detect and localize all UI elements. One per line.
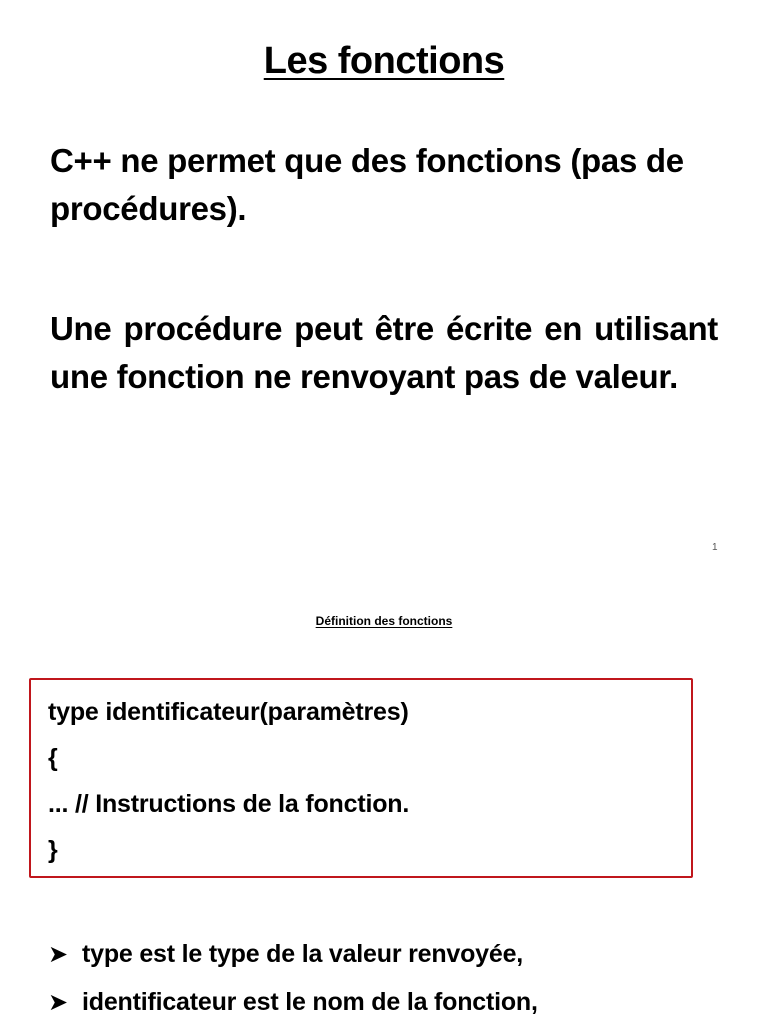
paragraph-functions-only: C++ ne permet que des fonctions (pas de procédures). — [50, 142, 684, 227]
arrow-bullet-icon: ➤ — [48, 988, 68, 1016]
list-item — [48, 978, 748, 1026]
code-syntax-box — [29, 678, 693, 878]
arrow-bullet-icon: ➤ — [48, 940, 68, 968]
slide-2 — [0, 570, 768, 1024]
code-line-open-brace: { — [48, 744, 58, 772]
bullet-list — [48, 930, 748, 1026]
bullet-text: type est le type de la valeur renvoyée, — [82, 939, 524, 968]
code-line-signature: type identificateur(paramètres) — [48, 698, 409, 726]
page-number: 1 — [712, 542, 718, 553]
list-item — [48, 930, 748, 978]
slide-subtitle: Définition des fonctions — [315, 614, 453, 628]
bullet-text: identificateur est le nom de la fonction, — [82, 987, 538, 1016]
code-line-instructions: ... // Instructions de la fonction. — [48, 790, 410, 818]
code-line-close-brace: } — [48, 836, 58, 864]
slide-title: Les fonctions — [263, 40, 505, 82]
paragraph-procedure-note: Une procédure peut être écrite en utilisant une fonction ne renvoyant pas de valeur. — [50, 310, 718, 395]
